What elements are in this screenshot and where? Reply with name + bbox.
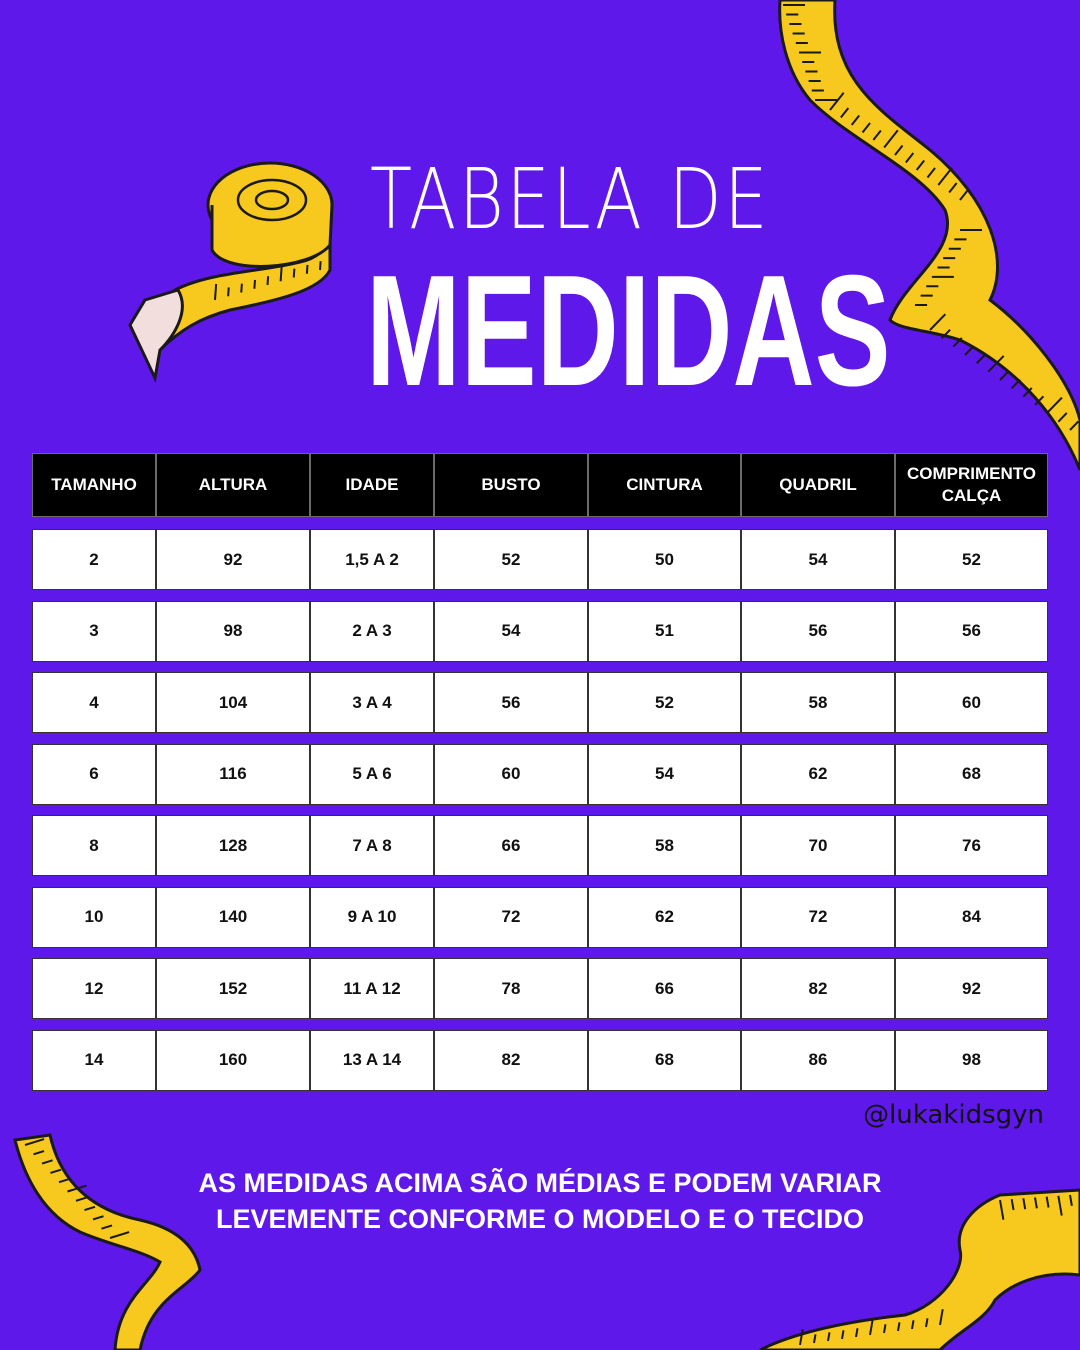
tape-tick bbox=[241, 284, 242, 293]
table-row bbox=[32, 887, 1048, 948]
table-cell: 51 bbox=[588, 601, 741, 662]
tape-tick bbox=[281, 265, 282, 281]
table-cell: 82 bbox=[741, 958, 895, 1019]
table-row bbox=[32, 815, 1048, 876]
instagram-handle: @lukakidsgyn bbox=[863, 1100, 1044, 1130]
tape-tick bbox=[215, 284, 216, 300]
table-row bbox=[32, 601, 1048, 662]
table-cell: 6 bbox=[32, 744, 156, 805]
header-comprimento-calca: COMPRIMENTO CALÇA bbox=[895, 453, 1048, 517]
header-cintura: CINTURA bbox=[588, 453, 741, 517]
table-cell: 140 bbox=[156, 887, 310, 948]
header-quadril: QUADRIL bbox=[741, 453, 895, 517]
tape-tick bbox=[977, 355, 985, 364]
table-cell: 2 A 3 bbox=[310, 601, 434, 662]
table-cell: 76 bbox=[895, 815, 1048, 876]
tape-tick bbox=[228, 287, 229, 296]
table-row bbox=[32, 529, 1048, 590]
title-line-2: MEDIDAS bbox=[366, 243, 891, 419]
tape-tick bbox=[1000, 371, 1008, 380]
table-cell: 56 bbox=[895, 601, 1048, 662]
table-cell: 5 A 6 bbox=[310, 744, 434, 805]
tape-tick bbox=[268, 276, 269, 285]
table-body bbox=[32, 529, 1048, 1091]
table-cell: 1,5 A 2 bbox=[310, 529, 434, 590]
table-cell: 10 bbox=[32, 887, 156, 948]
table-cell: 50 bbox=[588, 529, 741, 590]
table-cell: 58 bbox=[588, 815, 741, 876]
table-row bbox=[32, 1030, 1048, 1091]
table-cell: 66 bbox=[434, 815, 588, 876]
table-cell: 54 bbox=[588, 744, 741, 805]
tape-tick bbox=[254, 280, 255, 289]
size-table bbox=[32, 453, 1048, 1091]
table-cell: 68 bbox=[895, 744, 1048, 805]
table-cell: 14 bbox=[32, 1030, 156, 1091]
table-cell: 52 bbox=[588, 672, 741, 733]
table-cell: 128 bbox=[156, 815, 310, 876]
table-cell: 62 bbox=[741, 744, 895, 805]
table-cell: 4 bbox=[32, 672, 156, 733]
table-cell: 52 bbox=[434, 529, 588, 590]
table-cell: 60 bbox=[895, 672, 1048, 733]
table-cell: 11 A 12 bbox=[310, 958, 434, 1019]
header-tamanho: TAMANHO bbox=[32, 453, 156, 517]
measuring-tape-roll-icon bbox=[130, 163, 332, 378]
table-cell: 2 bbox=[32, 529, 156, 590]
table-cell: 68 bbox=[588, 1030, 741, 1091]
table-cell: 8 bbox=[32, 815, 156, 876]
tape-tick bbox=[1012, 380, 1020, 389]
title-line-1: TABELA DE bbox=[370, 150, 771, 248]
table-row bbox=[32, 744, 1048, 805]
tape-tick bbox=[307, 265, 308, 274]
table-cell: 3 bbox=[32, 601, 156, 662]
header-busto: BUSTO bbox=[434, 453, 588, 517]
table-cell: 116 bbox=[156, 744, 310, 805]
table-cell: 56 bbox=[434, 672, 588, 733]
table-cell: 92 bbox=[156, 529, 310, 590]
table-cell: 13 A 14 bbox=[310, 1030, 434, 1091]
header-idade: IDADE bbox=[310, 453, 434, 517]
table-cell: 98 bbox=[156, 601, 310, 662]
table-row bbox=[32, 958, 1048, 1019]
table-header-row bbox=[32, 453, 1048, 517]
table-cell: 54 bbox=[434, 601, 588, 662]
table-cell: 12 bbox=[32, 958, 156, 1019]
table-cell: 84 bbox=[895, 887, 1048, 948]
table-cell: 104 bbox=[156, 672, 310, 733]
tape-tick bbox=[965, 346, 973, 355]
table-cell: 54 bbox=[741, 529, 895, 590]
table-cell: 7 A 8 bbox=[310, 815, 434, 876]
table-cell: 56 bbox=[741, 601, 895, 662]
table-cell: 66 bbox=[588, 958, 741, 1019]
table-cell: 9 A 10 bbox=[310, 887, 434, 948]
disclaimer-note: AS MEDIDAS ACIMA SÃO MÉDIAS E PODEM VARIAR LEVEMENTE CONFORME O MODELO E O TECIDO bbox=[198, 1168, 882, 1234]
table-cell: 160 bbox=[156, 1030, 310, 1091]
table-cell: 86 bbox=[741, 1030, 895, 1091]
table-cell: 92 bbox=[895, 958, 1048, 1019]
table-cell: 60 bbox=[434, 744, 588, 805]
table-cell: 78 bbox=[434, 958, 588, 1019]
table-cell: 72 bbox=[741, 887, 895, 948]
tape-tick bbox=[294, 269, 295, 278]
table-cell: 3 A 4 bbox=[310, 672, 434, 733]
table-cell: 70 bbox=[741, 815, 895, 876]
table-cell: 62 bbox=[588, 887, 741, 948]
table-cell: 72 bbox=[434, 887, 588, 948]
header-altura: ALTURA bbox=[156, 453, 310, 517]
table-cell: 52 bbox=[895, 529, 1048, 590]
table-row bbox=[32, 672, 1048, 733]
table-cell: 152 bbox=[156, 958, 310, 1019]
table-cell: 82 bbox=[434, 1030, 588, 1091]
tape-tick bbox=[320, 261, 321, 270]
table-cell: 98 bbox=[895, 1030, 1048, 1091]
table-cell: 58 bbox=[741, 672, 895, 733]
